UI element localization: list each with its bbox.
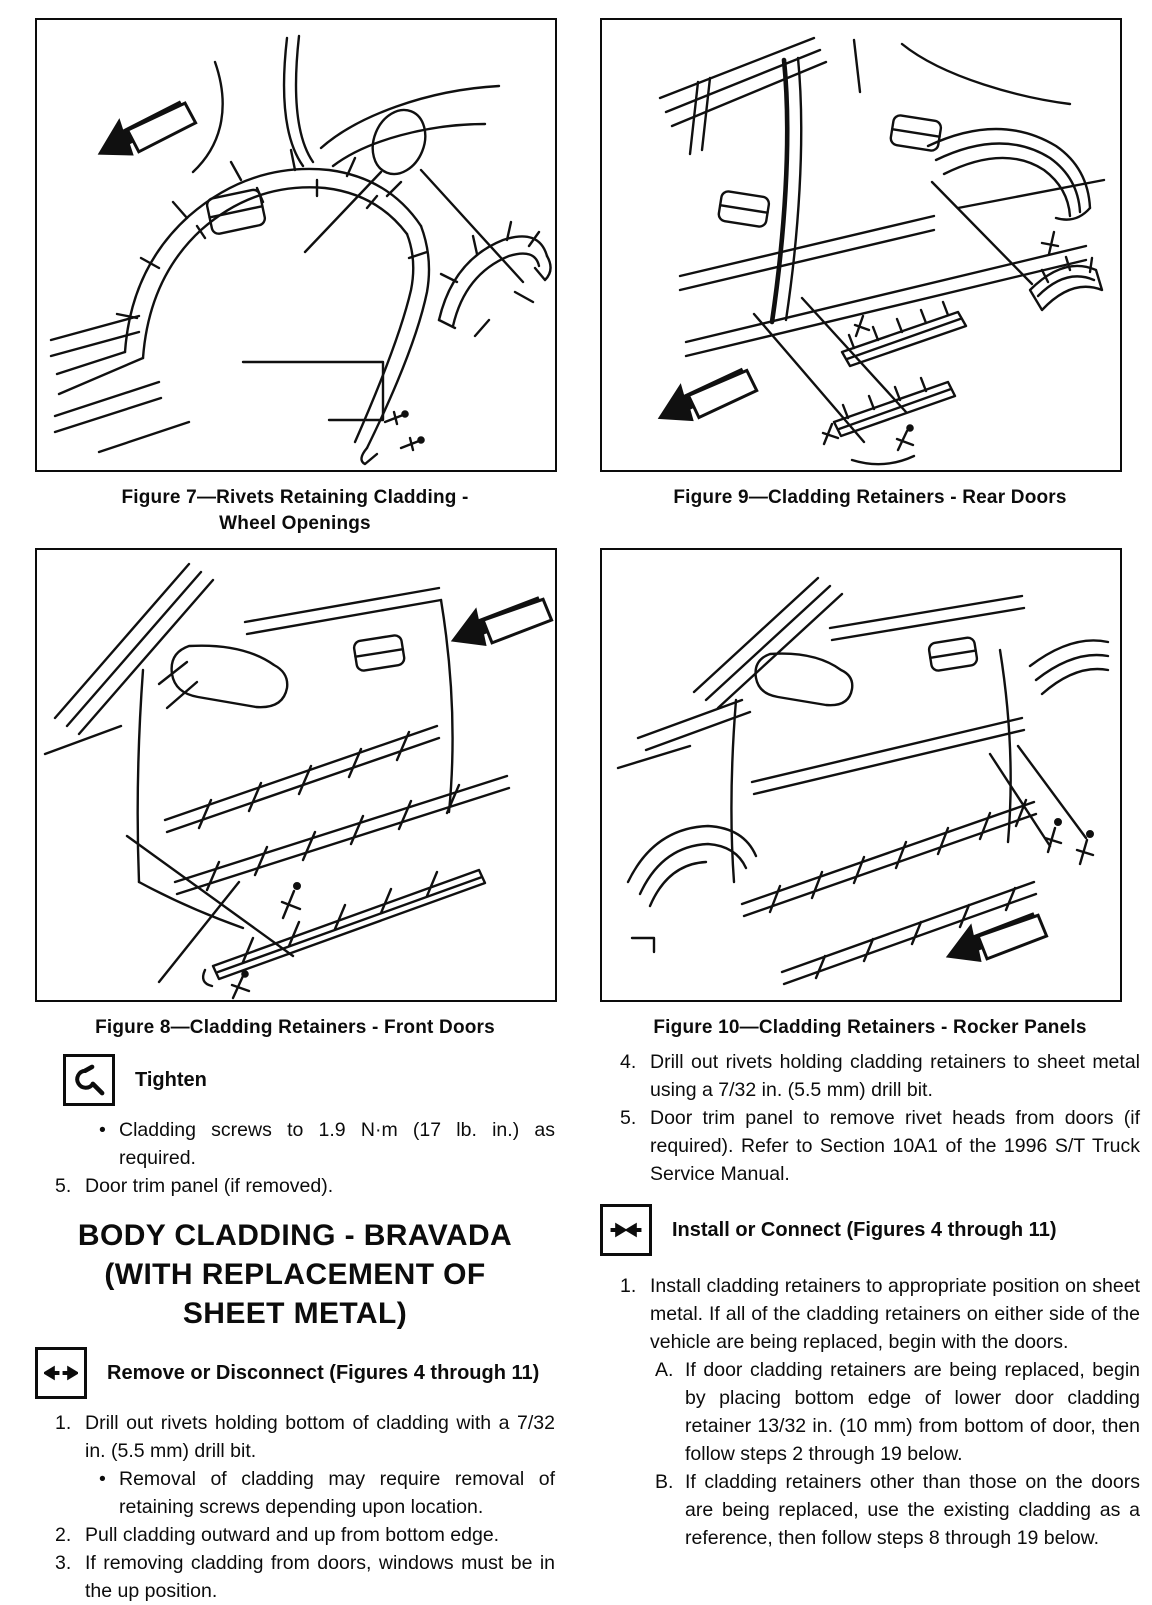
figure-10-drawing [600,548,1122,1002]
front-door-cladding-illustration [37,550,555,1000]
direction-arrow-icon [940,909,1049,970]
install-connect-icon [600,1204,652,1256]
figure-7 [35,18,555,548]
tighten-step-5: 5. Door trim panel (if removed). [55,1175,334,1197]
figure-9-caption: Figure 9—Cladding Retainers - Rear Doors [673,487,1067,508]
right-text-column [600,1048,1140,1605]
install-step-1a: A. If door cladding retainers are being replaced, begin by placing bottom edge of lower door cladding retainer 13/32 in. (10 mm) from bottom of door, then follow steps 2 through 19 below. [655,1359,1140,1465]
remove-step-1-bullet: • Removal of cladding may require removal of retaining screws depending upon location. [99,1468,555,1518]
direction-arrow-icon [650,364,760,431]
rocker-panel-cladding-illustration [602,550,1120,1000]
tighten-section-header [35,1054,555,1106]
remove-disconnect-label: Remove or Disconnect (Figures 4 through 11) [107,1362,540,1384]
remove-step-4: 4. Drill out rivets holding cladding retainers to sheet metal using a 7/32 in. (5.5 mm) drill bit. [620,1051,1140,1101]
figure-10 [600,548,1140,1048]
direction-arrow-icon [445,593,554,654]
direction-arrow-icon [89,96,199,166]
remove-step-5: 5. Door trim panel to remove rivet heads from doors (if required). Refer to Section 10A1 of the 1996 S/T Truck Service Manual. [620,1107,1140,1185]
install-step-1: 1. Install cladding retainers to appropriate position on sheet metal. If all of the cladding retainers on either side of the vehicle are being replaced, begin with the doors. [620,1275,1140,1353]
figure-9-drawing [600,18,1122,472]
left-text-column [35,1048,555,1605]
tighten-bullet-item: • Cladding screws to 1.9 N·m (17 lb. in.) as required. [99,1119,555,1169]
install-step-1b: B. If cladding retainers other than those on the doors are being replaced, use the existing cladding as a reference, then follow steps 8 through 19 below. [655,1471,1140,1549]
figure-10-caption: Figure 10—Cladding Retainers - Rocker Panels [653,1017,1087,1038]
tighten-wrench-icon [63,1054,115,1106]
remove-section-header [35,1347,555,1399]
install-connect-label: Install or Connect (Figures 4 through 11) [672,1219,1057,1241]
remove-step-2: 2. Pull cladding outward and up from bottom edge. [55,1524,500,1546]
remove-disconnect-icon [35,1347,87,1399]
tighten-label: Tighten [135,1069,207,1091]
figure-7-caption: Figure 7—Rivets Retaining Cladding - Wheel Openings [121,487,469,534]
figure-8-drawing [35,548,557,1002]
figure-8-caption: Figure 8—Cladding Retainers - Front Doors [95,1017,495,1038]
figure-9 [600,18,1140,548]
rear-door-cladding-illustration [602,20,1120,470]
figure-7-drawing [35,18,557,472]
wheel-opening-cladding-illustration [37,20,555,470]
section-heading: BODY CLADDING - BRAVADA (WITH REPLACEMENT OF SHEET METAL) [77,1219,513,1330]
figure-8 [35,548,555,1048]
remove-step-1: 1. Drill out rivets holding bottom of cladding with a 7/32 in. (5.5 mm) drill bit. [55,1412,555,1462]
install-section-header [600,1204,1140,1256]
remove-step-3: 3. If removing cladding from doors, windows must be in the up position. [55,1552,555,1602]
